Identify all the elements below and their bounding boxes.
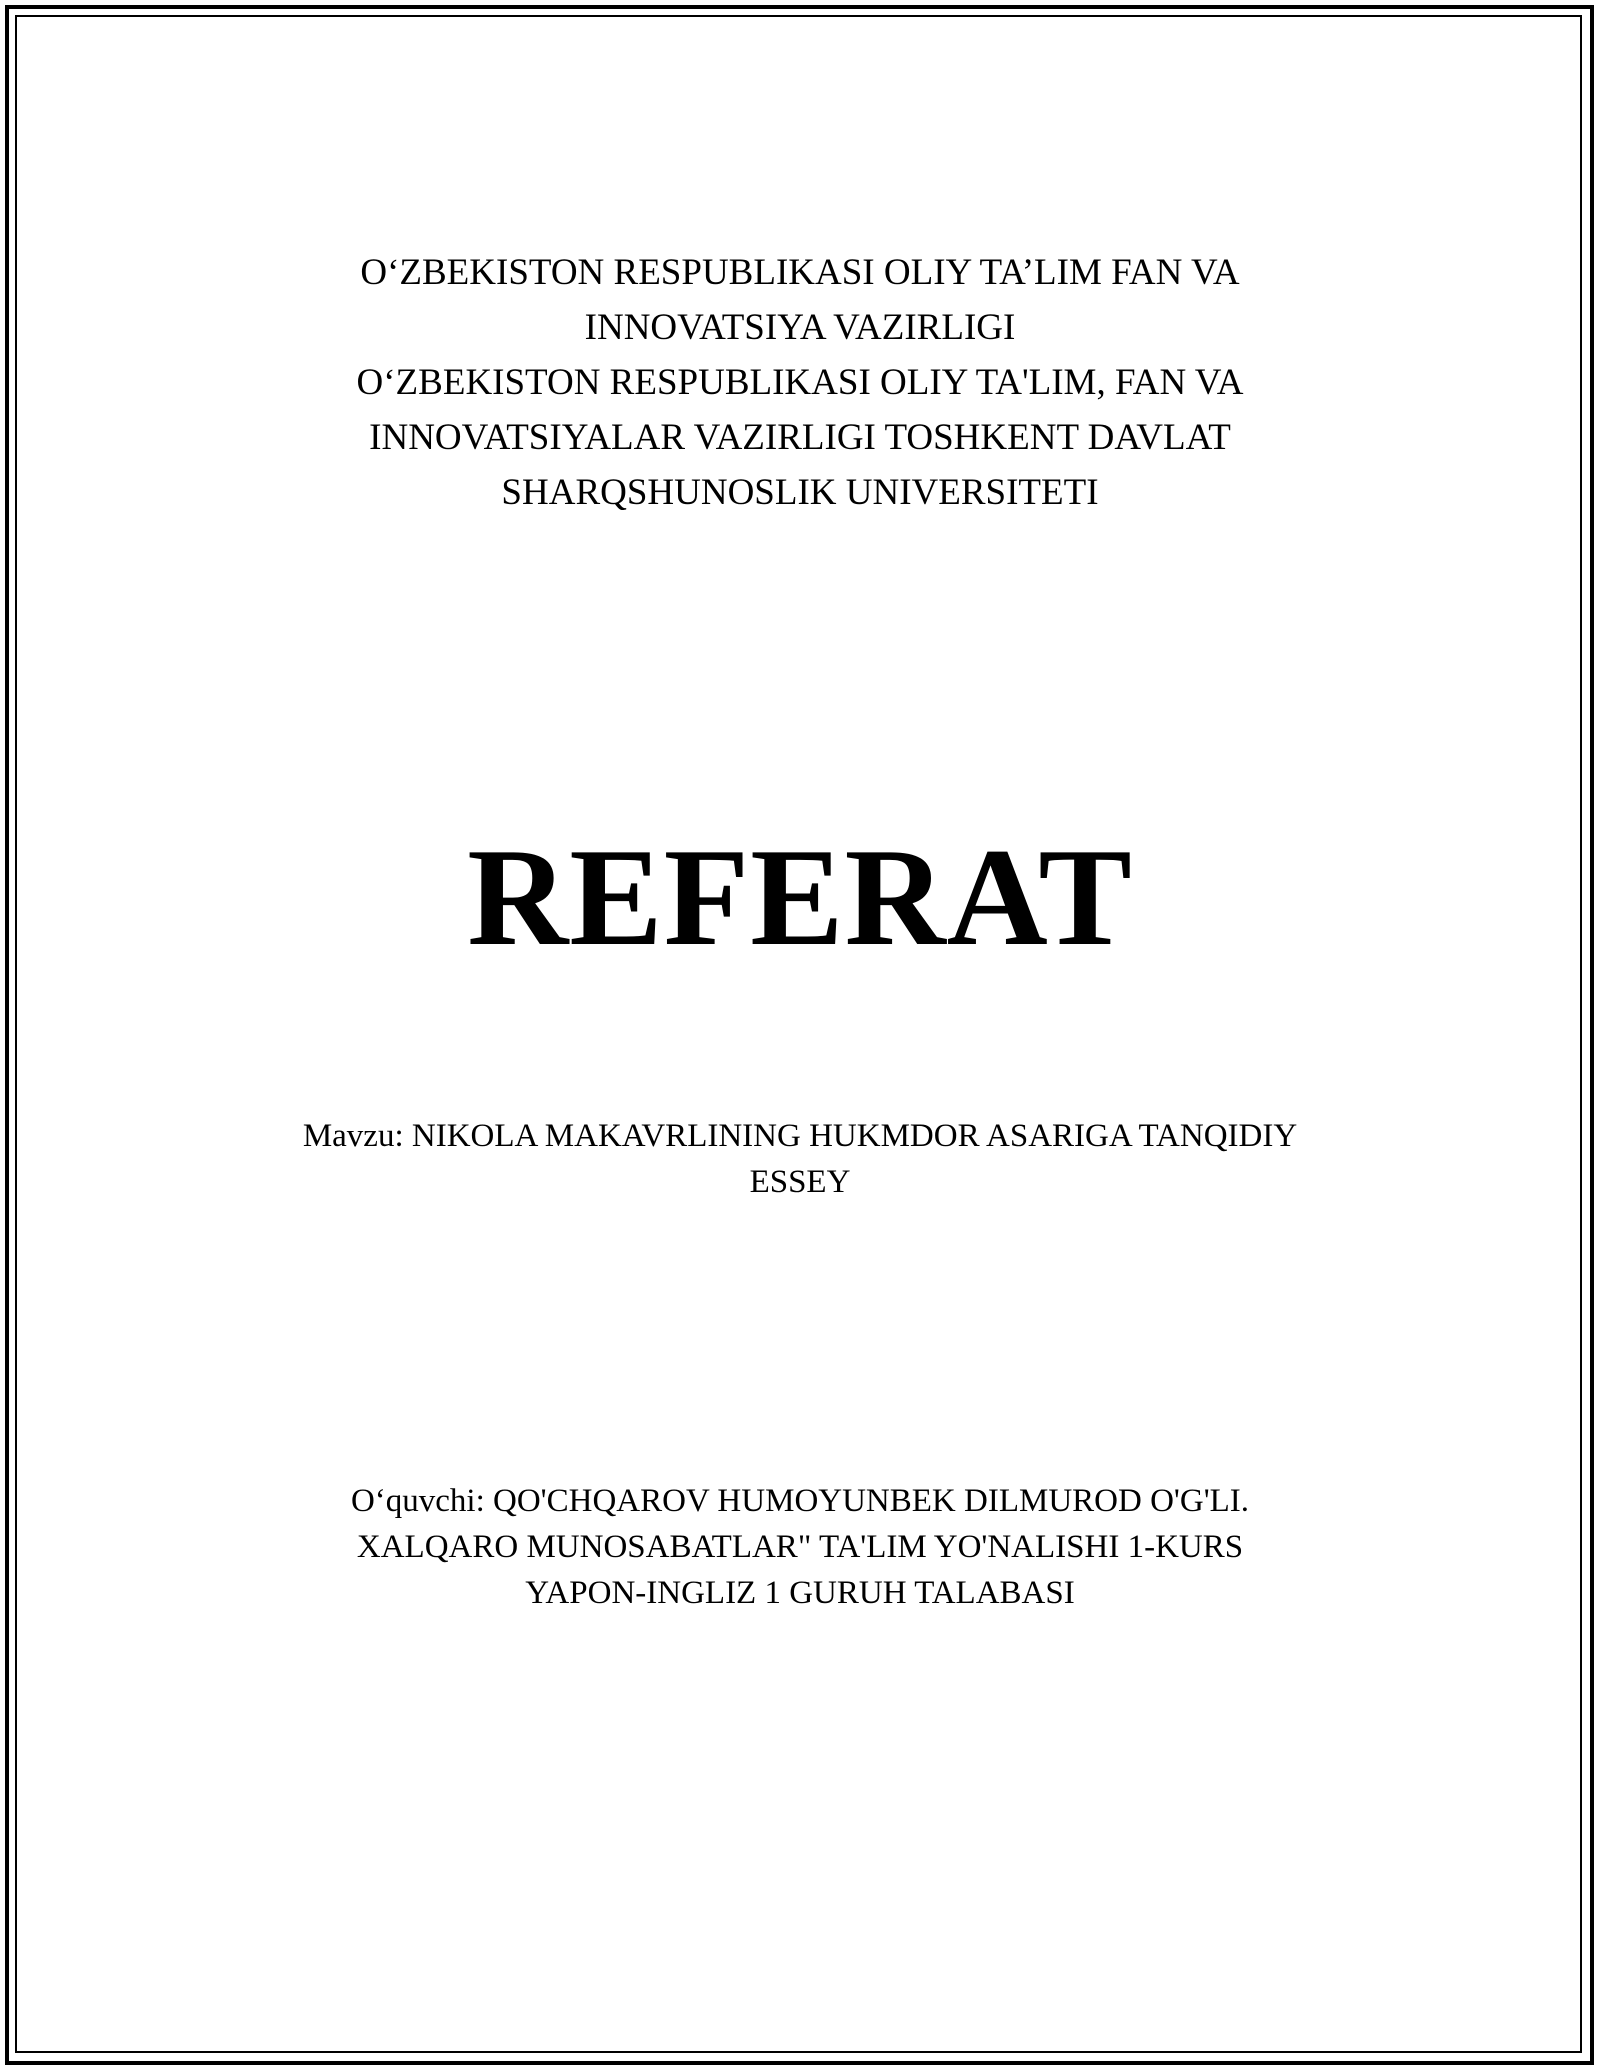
institution-header — [0, 245, 1600, 520]
topic-block — [0, 1113, 1600, 1205]
topic-line: Mavzu: NIKOLA MAKAVRLINING HUKMDOR ASARIGA TANQIDIY — [302, 1118, 1298, 1154]
topic-line: ESSEY — [749, 1164, 851, 1200]
student-line: YAPON-INGLIZ 1 GURUH TALABASI — [525, 1575, 1075, 1611]
header-line: SHARQSHUNOSLIK UNIVERSITETI — [501, 472, 1099, 513]
header-line: INNOVATSIYA VAZIRLIGI — [584, 307, 1016, 348]
student-line: O‘quvchi: QO'CHQAROV HUMOYUNBEK DILMUROD O'G'LI. — [350, 1483, 1250, 1519]
header-line: O‘ZBEKISTON RESPUBLIKASI OLIY TA’LIM FAN VA — [360, 252, 1240, 293]
student-line: XALQARO MUNOSABATLAR" TA'LIM YO'NALISHI 1-KURS — [356, 1529, 1244, 1565]
header-line: INNOVATSIYALAR VAZIRLIGI TOSHKENT DAVLAT — [369, 417, 1231, 458]
header-line: O‘ZBEKISTON RESPUBLIKASI OLIY TA'LIM, FAN VA — [356, 362, 1244, 403]
student-block — [0, 1478, 1600, 1616]
document-title: REFERAT — [467, 820, 1133, 975]
